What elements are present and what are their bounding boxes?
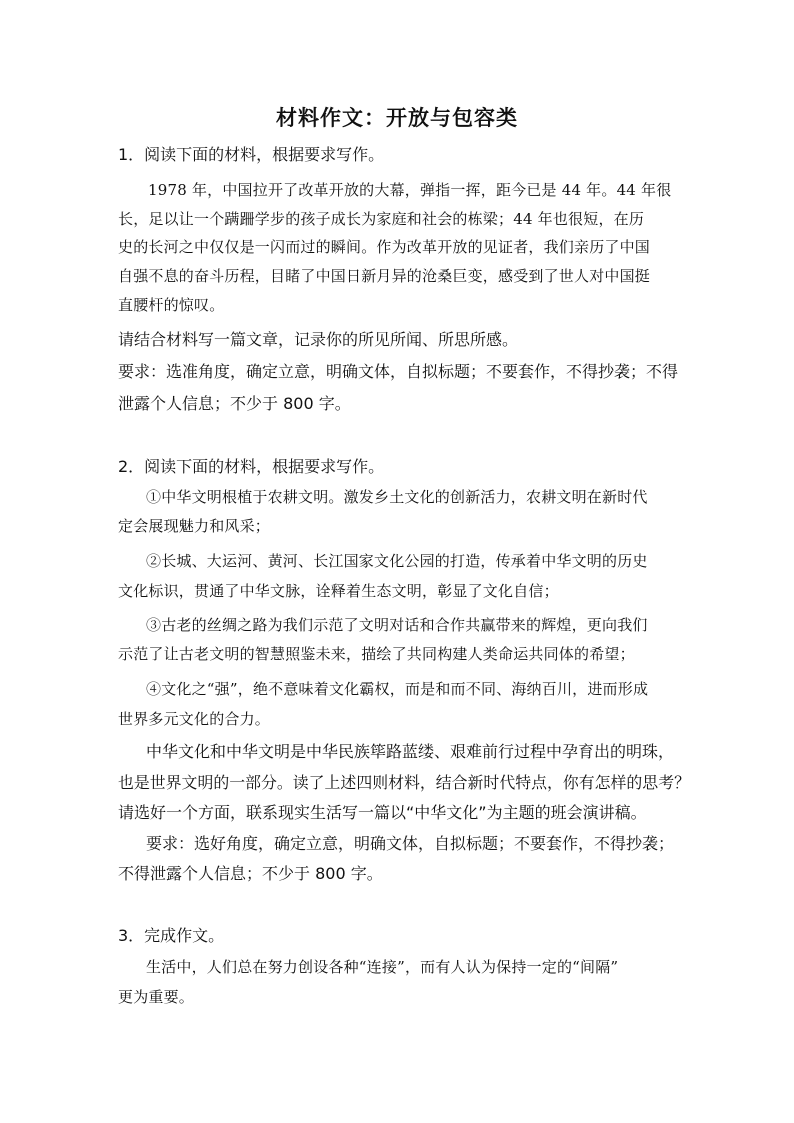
q3-material-line: 更为重要。 [118, 988, 195, 1006]
q2-requirement-line: 要求：选好角度，确定立意，明确文体，自拟标题；不要套作，不得抄袭； [146, 834, 675, 853]
q2-requirement-line: 不得泄露个人信息；不少于 800 字。 [118, 864, 383, 883]
q2-material-line: 示范了让古老文明的智慧照鉴未来，描绘了共同构建人类命运共同体的希望； [118, 645, 635, 663]
q1-heading: 1．阅读下面的材料，根据要求写作。 [118, 145, 385, 164]
q2-material-line: 定会展现魅力和风采； [118, 517, 271, 535]
q1-material-line: 长，足以让一个蹒跚学步的孩子成长为家庭和社会的栋梁；44 年也很短，在历 [118, 210, 645, 228]
q2-material-line: ③古老的丝绸之路为我们示范了文明对话和合作共赢带来的辉煌，更向我们 [146, 616, 648, 634]
q2-material-line: 文化标识，贯通了中华文脉，诠释着生态文明，彰显了文化自信； [118, 582, 559, 600]
q2-prompt-line: 也是世界文明的一部分。读了上述四则材料，结合新时代特点，你有怎样的思考？ [118, 773, 690, 792]
q2-material-line: ④文化之“强”，绝不意味着文化霸权，而是和而不同、海纳百川，进而形成 [146, 680, 649, 698]
q1-material-line: 史的长河之中仅仅是一闪而过的瞬间。作为改革开放的见证者，我们亲历了中国 [118, 238, 651, 256]
q1-material-line: 1978 年，中国拉开了改革开放的大幕，弹指一挥，距今已是 44 年。44 年很 [148, 181, 672, 199]
q3-heading: 3．完成作文。 [118, 926, 225, 945]
q2-heading: 2．阅读下面的材料，根据要求写作。 [118, 457, 385, 476]
q1-task-line: 请结合材料写一篇文章，记录你的所见所闻、所思所感。 [118, 330, 519, 349]
q3-material-line: 生活中，人们总在努力创设各种“连接”，而有人认为保持一定的“间隔” [146, 958, 619, 976]
q1-material-line: 直腰杆的惊叹。 [118, 296, 225, 314]
q1-material-line: 自强不息的奋斗历程，目睹了中国日新月异的沧桑巨变，感受到了世人对中国挺 [118, 267, 651, 285]
q2-prompt-line: 中华文化和中华文明是中华民族筚路蓝缕、艰难前行过程中孕育出的明珠， [146, 742, 675, 761]
page-title: 材料作文：开放与包容类 [276, 106, 518, 130]
q2-material-line: ②长城、大运河、黄河、长江国家文化公园的打造，传承着中华文明的历史 [146, 552, 648, 570]
q2-material-line: 世界多元文化的合力。 [118, 710, 271, 728]
q2-material-line: ①中华文明根植于农耕文明。激发乡土文化的创新活力，农耕文明在新时代 [146, 488, 648, 506]
q1-requirement-line: 要求：选准角度，确定立意，明确文体，自拟标题；不要套作，不得抄袭；不得 [118, 362, 679, 381]
q1-requirement-line: 泄露个人信息；不少于 800 字。 [118, 394, 351, 413]
q2-prompt-line: 请选好一个方面，联系现实生活写一篇以“中华文化”为主题的班会演讲稿。 [118, 803, 647, 822]
